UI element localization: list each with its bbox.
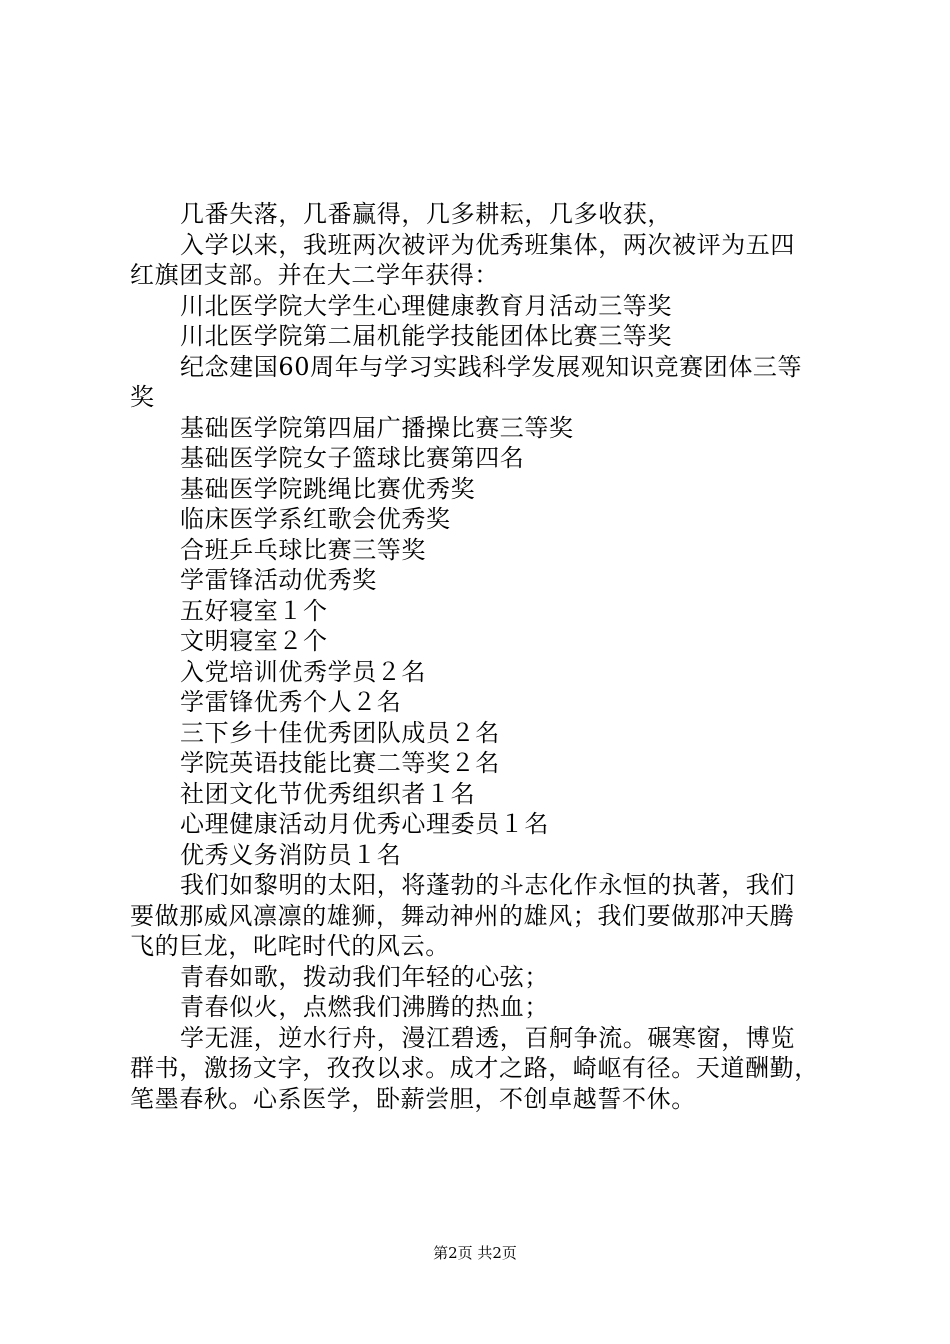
- text-line: 学无涯，逆水行舟，漫江碧透，百舸争流。碾寒窗，博览: [180, 1023, 795, 1052]
- text-line: 临床医学系红歌会优秀奖: [180, 505, 451, 533]
- text-line: 五好寝室１个: [180, 596, 328, 625]
- text-line: 心理健康活动月优秀心理委员１名: [180, 810, 549, 838]
- document-body: [130, 199, 842, 1114]
- text-line: 社团文化节优秀组织者１名: [180, 779, 476, 808]
- text-line: 纪念建国60周年与学习实践科学发展观知识竞赛团体三等: [180, 352, 803, 381]
- text-line: 青春如歌，拨动我们年轻的心弦；: [180, 962, 549, 991]
- text-line: 红旗团支部。并在大二学年获得：: [130, 261, 499, 289]
- text-line: 学雷锋活动优秀奖: [180, 566, 377, 594]
- page-footer: 第2页 共2页: [433, 1244, 517, 1262]
- text-line: 基础医学院跳绳比赛优秀奖: [180, 474, 476, 503]
- text-line: 川北医学院大学生心理健康教育月活动三等奖: [180, 291, 672, 320]
- text-line: 学院英语技能比赛二等奖２名: [180, 749, 500, 777]
- text-line: 要做那威风凛凛的雄狮，舞动神州的雄风；我们要做那冲天腾: [130, 901, 795, 930]
- text-line: 三下乡十佳优秀团队成员２名: [180, 718, 500, 747]
- text-line: 奖: [130, 383, 155, 411]
- text-line: 入学以来，我班两次被评为优秀班集体，两次被评为五四: [180, 230, 795, 259]
- text-line: 飞的巨龙，叱咤时代的风云。: [130, 932, 450, 960]
- text-line: 笔墨春秋。心系医学，卧薪尝胆，不创卓越誓不休。: [130, 1084, 696, 1113]
- text-line: 基础医学院女子篮球比赛第四名: [180, 444, 525, 472]
- text-line: 基础医学院第四届广播操比赛三等奖: [180, 413, 574, 442]
- text-line: 群书，激扬文字，孜孜以求。成才之路，崎岖有径。天道酬勤，: [130, 1054, 819, 1082]
- text-line: 川北医学院第二届机能学技能团体比赛三等奖: [180, 322, 672, 350]
- text-line: 优秀义务消防员１名: [180, 840, 402, 869]
- text-line: 学雷锋优秀个人２名: [180, 688, 402, 716]
- text-line: 我们如黎明的太阳，将蓬勃的斗志化作永恒的执著，我们: [180, 871, 795, 899]
- text-line: 文明寝室２个: [180, 627, 328, 655]
- text-line: 几番失落，几番赢得，几多耕耘，几多收获，: [180, 200, 672, 228]
- text-line: 入党培训优秀学员２名: [180, 657, 426, 686]
- text-line: 合班乒乓球比赛三等奖: [180, 535, 426, 564]
- text-line: 青春似火，点燃我们沸腾的热血；: [180, 993, 549, 1021]
